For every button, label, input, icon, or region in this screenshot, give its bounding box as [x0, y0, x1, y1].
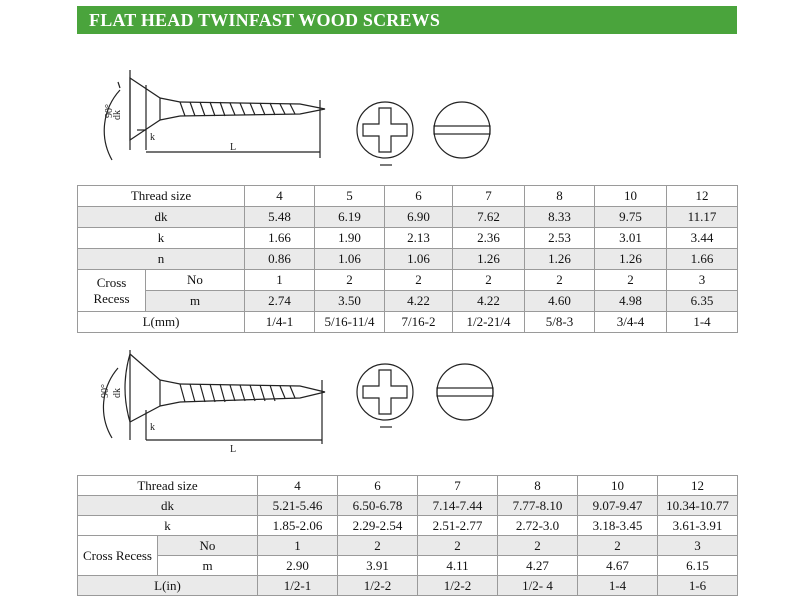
table-row [78, 476, 738, 496]
row-label: m [158, 556, 258, 576]
row-label: m [146, 291, 245, 312]
cell: 1/2-2 [338, 576, 418, 596]
cell: 2 [418, 536, 498, 556]
table-row [78, 312, 738, 333]
cell: 1/2- 4 [498, 576, 578, 596]
table-row [78, 270, 738, 291]
row-label: No [146, 270, 245, 291]
k-label: k [150, 132, 155, 143]
cell: 1/4-1 [245, 312, 315, 333]
cell: 4 [245, 186, 315, 207]
table-row [78, 516, 738, 536]
cell: 1-6 [658, 576, 738, 596]
row-label: k [78, 516, 258, 536]
cell: 2 [385, 270, 453, 291]
dk-label: dk [112, 388, 123, 398]
row-label: L(mm) [78, 312, 245, 333]
table-row [78, 207, 738, 228]
cell: 2 [453, 270, 525, 291]
cell: 8 [498, 476, 578, 496]
table-row [78, 228, 738, 249]
table-row [78, 556, 738, 576]
cell: 10 [578, 476, 658, 496]
cell: 4 [258, 476, 338, 496]
cell: 4.98 [595, 291, 667, 312]
page-title: FLAT HEAD TWINFAST WOOD SCREWS [77, 6, 737, 34]
table-row [78, 536, 738, 556]
cell: 6.50-6.78 [338, 496, 418, 516]
cell: 4.60 [525, 291, 595, 312]
cell: 1.06 [315, 249, 385, 270]
cell: 1.26 [595, 249, 667, 270]
cell: 2 [578, 536, 658, 556]
cell: 7 [453, 186, 525, 207]
cell: 3.44 [667, 228, 738, 249]
cell: 7.77-8.10 [498, 496, 578, 516]
cell: 2 [525, 270, 595, 291]
cell: 4.22 [453, 291, 525, 312]
cell: 1.26 [453, 249, 525, 270]
cell: 7 [418, 476, 498, 496]
cell: 2 [498, 536, 578, 556]
row-label: n [78, 249, 245, 270]
cell: 1 [245, 270, 315, 291]
thread-size-label: Thread size [78, 186, 245, 207]
cell: 7.62 [453, 207, 525, 228]
k-label: k [150, 422, 155, 433]
table-row [78, 249, 738, 270]
spec-table-raised-head [77, 475, 738, 596]
cell: 10 [595, 186, 667, 207]
cross-recess-label: Cross Recess [78, 270, 146, 312]
cell: 4.22 [385, 291, 453, 312]
cell: 1/2-2 [418, 576, 498, 596]
row-label: k [78, 228, 245, 249]
cell: 1.26 [525, 249, 595, 270]
cell: 12 [667, 186, 738, 207]
cell: 3.01 [595, 228, 667, 249]
angle-label: 90° [104, 104, 115, 118]
cell: 5.21-5.46 [258, 496, 338, 516]
thread-size-label: Thread size [78, 476, 258, 496]
cell: 2.36 [453, 228, 525, 249]
cell: 1.66 [667, 249, 738, 270]
cell: 7.14-7.44 [418, 496, 498, 516]
dk-label: dk [112, 110, 123, 120]
cell: 4.27 [498, 556, 578, 576]
cell: 7/16-2 [385, 312, 453, 333]
row-label: L(in) [78, 576, 258, 596]
cell: 0.86 [245, 249, 315, 270]
cell: 3 [667, 270, 738, 291]
cell: 6 [385, 186, 453, 207]
cell: 4.11 [418, 556, 498, 576]
cell: 2.74 [245, 291, 315, 312]
cell: 3.91 [338, 556, 418, 576]
cell: 1.06 [385, 249, 453, 270]
cell: 2.90 [258, 556, 338, 576]
cell: 5/8-3 [525, 312, 595, 333]
cell: 6.90 [385, 207, 453, 228]
length-label: L [230, 142, 237, 153]
cell: 8.33 [525, 207, 595, 228]
cell: 4.67 [578, 556, 658, 576]
cell: 1-4 [578, 576, 658, 596]
cell: 2 [338, 536, 418, 556]
cell: 2.13 [385, 228, 453, 249]
cell: 5/16-11/4 [315, 312, 385, 333]
cell: 6.35 [667, 291, 738, 312]
cell: 9.07-9.47 [578, 496, 658, 516]
cell: 6.15 [658, 556, 738, 576]
cell: 8 [525, 186, 595, 207]
cell: 11.17 [667, 207, 738, 228]
cell: 1/2-21/4 [453, 312, 525, 333]
cell: 1.85-2.06 [258, 516, 338, 536]
cell: 3.61-3.91 [658, 516, 738, 536]
cell: 3.18-3.45 [578, 516, 658, 536]
table-row [78, 291, 738, 312]
spec-table-flat-head [77, 185, 738, 333]
cell: 2.51-2.77 [418, 516, 498, 536]
cell: 1 [258, 536, 338, 556]
row-label: No [158, 536, 258, 556]
cell: 2.53 [525, 228, 595, 249]
cell: 2.29-2.54 [338, 516, 418, 536]
cell: 2 [315, 270, 385, 291]
cell: 1/2-1 [258, 576, 338, 596]
raised-head-screw-drawing [0, 340, 800, 470]
flat-head-screw-drawing [0, 40, 800, 180]
cell: 2 [595, 270, 667, 291]
cell: 1-4 [667, 312, 738, 333]
cell: 6 [338, 476, 418, 496]
length-label: L [230, 444, 237, 455]
table-row [78, 576, 738, 596]
table-row [78, 496, 738, 516]
cell: 12 [658, 476, 738, 496]
angle-label: 90° [100, 384, 111, 398]
cell: 3 [658, 536, 738, 556]
cell: 3/4-4 [595, 312, 667, 333]
cell: 5 [315, 186, 385, 207]
cell: 5.48 [245, 207, 315, 228]
cell: 9.75 [595, 207, 667, 228]
cell: 6.19 [315, 207, 385, 228]
cell: 2.72-3.0 [498, 516, 578, 536]
cell: 1.66 [245, 228, 315, 249]
row-label: dk [78, 207, 245, 228]
row-label: dk [78, 496, 258, 516]
cell: 1.90 [315, 228, 385, 249]
cell: 3.50 [315, 291, 385, 312]
table-row [78, 186, 738, 207]
cell: 10.34-10.77 [658, 496, 738, 516]
cross-recess-label: Cross Recess [78, 536, 158, 576]
